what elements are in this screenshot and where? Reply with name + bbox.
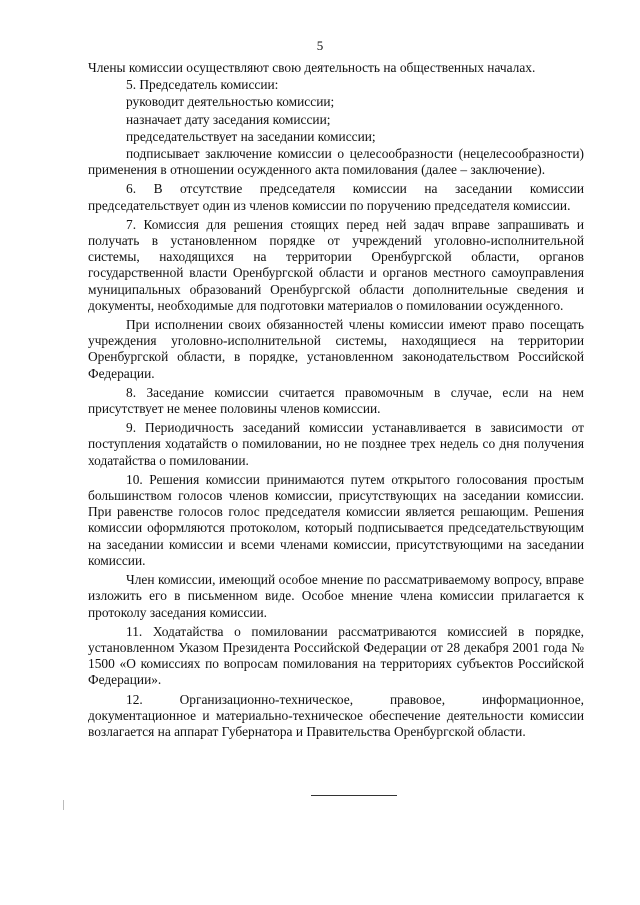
paragraph-5-item-2: назначает дату заседания комиссии; — [126, 111, 331, 127]
paragraph-7: 7. Комиссия для решения стоящих перед ней задач вправе запрашивать и получать в установленном порядке от учреждений уголовно-исполнительной системы, находящихся на территории Оренбургской области, органов государственной власти Оренбургской области и органов местного самоуправления муниципальных образований Оренбургской области дополнительные сведения и документы, необходимые для подготовки материалов о помиловании осужденного. — [88, 216, 584, 313]
paragraph-11: 11. Ходатайства о помиловании рассматриваются комиссией в порядке, установленном Указом Президента Российской Федерации от 28 декабря 2001 года № 1500 «О комиссиях по вопросам помилования на территориях субъектов Российской Федерации». — [88, 623, 584, 688]
page-number: 5 — [316, 38, 324, 53]
paragraph-5-item-1: руководит деятельностью комиссии; — [126, 94, 335, 110]
paragraph-5-item-3: председательствует на заседании комиссии; — [126, 128, 376, 144]
paragraph-6: 6. В отсутствие председателя комиссии на заседании комиссии председательствует один из членов комиссии по поручению председателя комиссии. — [88, 181, 584, 213]
paragraph-8: 8. Заседание комиссии считается правомочным в случае, если на нем присутствует не менее половины членов комиссии. — [88, 384, 584, 417]
end-divider — [311, 795, 397, 796]
paragraph-10-dissent: Член комиссии, имеющий особое мнение по рассматриваемому вопросу, вправе изложить его в письменном виде. Особое мнение члена комиссии прилагается к протоколу заседания комиссии. — [88, 572, 584, 620]
paragraph-5-item-4: подписывает заключение комиссии о целесообразности (нецелесообразности) применения в отношении осужденного акта помилования (далее – заключение). — [88, 146, 584, 178]
paragraph-9: 9. Периодичность заседаний комиссии устанавливается в зависимости от поступления ходатайств о помиловании, но не позднее трех недель со дня получения ходатайства о помиловании. — [88, 420, 584, 468]
paragraph-members-public: Члены комиссии осуществляют свою деятельность на общественных началах. — [88, 60, 536, 75]
margin-mark — [63, 800, 64, 810]
paragraph-7-visits: При исполнении своих обязанностей члены комиссии имеют право посещать учреждения уголовно-исполнительной системы, находящиеся на территории Оренбургской области, в порядке, установленном законодательством Российской Федерации. — [88, 317, 584, 381]
paragraph-12: 12. Организационно-техническое, правовое, информационное, документационное и материально-техническое обеспечение деятельности комиссии возлагается на аппарат Губернатора и Правительства Оренбургской области. — [88, 691, 584, 739]
paragraph-5-heading: 5. Председатель комиссии: — [126, 77, 279, 93]
document-body — [88, 60, 584, 741]
paragraph-10: 10. Решения комиссии принимаются путем открытого голосования простым большинством голосов членов комиссии, присутствующих на заседании комиссии. При равенстве голосов голос председателя комиссии является решающим. Решения комиссии оформляются протоколом, который подписывается председательствующим на заседании комиссии и всеми членами комиссии, присутствующими на заседании комиссии. — [88, 471, 584, 568]
